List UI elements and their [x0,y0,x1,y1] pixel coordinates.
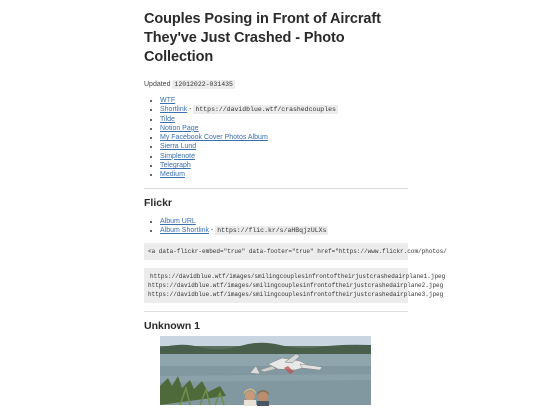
list-item [160,96,408,105]
separator: - [209,226,216,234]
list-item [160,161,408,170]
divider [144,311,408,312]
link-wtf[interactable]: WTF [160,97,176,104]
image-url: https://davidblue.wtf/images/smilingcouplesinfrontoftheirjustcrashedairplane1.jpeg [150,273,446,281]
list-item [160,142,408,151]
link-tilde[interactable]: Tilde [160,115,175,123]
updated-timestamp: 12012022-031435 [174,81,233,88]
list-item [160,226,408,235]
page-title [144,10,408,67]
link-medium[interactable]: Medium [160,171,185,179]
link-album-url[interactable]: Album URL [160,217,196,225]
embed-code: <a data-flickr-embed="true" data-footer="true" href="https://www.flickr.com/photos/ [148,248,447,256]
link-telegraph[interactable]: Telegraph [160,162,191,170]
shortlink-url: https://davidblue.wtf/crashedcouples [195,106,336,114]
crash-photo [160,336,371,405]
embed-code-block[interactable] [144,243,447,260]
link-notion[interactable]: Notion Page [160,124,199,132]
divider [144,188,408,189]
title-line: Collection [144,49,214,65]
list-item [160,124,408,133]
updated-row [144,81,408,88]
link-simplenote[interactable]: Simplenote [160,152,196,160]
list-item [160,217,408,226]
list-item [160,105,408,114]
list-item [160,152,408,161]
main-content [144,10,447,333]
links-list [144,96,408,180]
title-line: Couples Posing in Front of Aircraft [144,11,381,27]
list-item [160,115,408,124]
link-shortlink[interactable]: Shortlink [160,106,188,114]
link-sierra[interactable]: Sierra Lund [160,143,197,151]
updated-label: Updated [144,81,171,88]
flickr-heading: Flickr [144,196,173,209]
separator: - [187,106,194,114]
image-url: https://davidblue.wtf/images/smilingcouplesinfrontoftheirjustcrashedairplane2.jpeg [148,282,444,290]
title-line: They've Just Crashed - Photo [144,30,345,46]
list-item [160,133,408,142]
link-album-shortlink[interactable]: Album Shortlink [160,226,210,234]
unknown-1-heading: Unknown 1 [144,320,201,333]
image-urls-block[interactable] [144,268,446,303]
flickr-links-list [144,217,408,236]
list-item [160,170,408,179]
link-facebook[interactable]: My Facebook Cover Photos Album [160,134,268,142]
album-shortlink-url: https://flic.kr/s/aHBqjzULXs [217,226,327,234]
image-url: https://davidblue.wtf/images/smilingcouplesinfrontoftheirjustcrashedairplane3.jpeg [148,291,444,299]
